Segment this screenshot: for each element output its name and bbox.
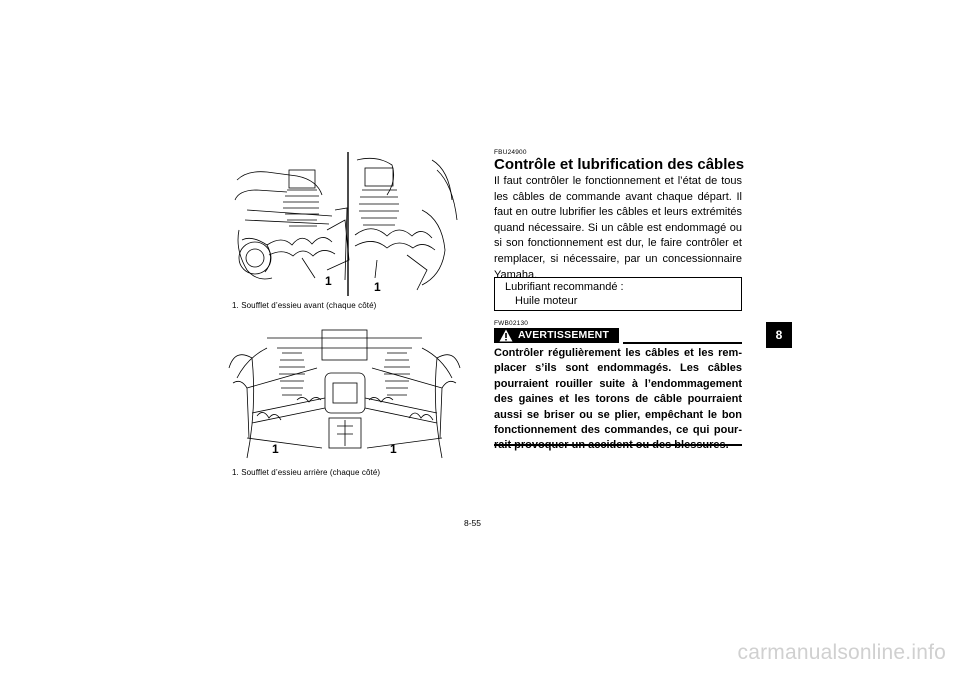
- section-body: Il faut contrôler le fonctionnement et l’état de tous les câbles de commande avant chaque départ. Il faut en outre lubrifier les câbles et leurs extrémités quand nécessaire. Si un câble est endommagé ou si son fonctionnement est dur, le faire contrôler et remplacer, si nécessaire, par un concessionnaire Yamaha.: [494, 175, 742, 281]
- page-number: 8-55: [464, 518, 482, 528]
- front-axle-boot-illustration: [227, 150, 462, 298]
- chapter-tab: 8: [766, 322, 792, 348]
- rear-callout-left: 1: [272, 442, 279, 456]
- rear-callout-right: 1: [390, 442, 397, 456]
- front-figure-caption: 1. Soufflet d’essieu avant (chaque côté): [232, 301, 377, 310]
- warning-text: Contrôler régulièrement les câbles et les rem-placer s’ils sont endommagés. Les câbles pourraient rouiller suite à l’endommagement des gaines et les torons de câble pourraient aussi se briser ou se plier, empêchant le bon fonctionnement des commandes, ce qui pour-: [494, 347, 742, 437]
- warning-code: FWB02130: [494, 320, 529, 327]
- section-code: FBU24900: [494, 149, 527, 156]
- warning-end-rule: [494, 444, 742, 446]
- rear-axle-boot-illustration: [227, 328, 462, 464]
- front-callout-left: 1: [325, 274, 332, 288]
- warning-triangle-icon: [499, 329, 513, 342]
- warning-header-rule: [623, 342, 742, 344]
- rear-axle-drawing: [227, 328, 462, 464]
- rear-figure-caption: 1. Soufflet d’essieu arrière (chaque côté): [232, 468, 381, 477]
- spec-label: Lubrifiant recommandé :: [505, 281, 624, 293]
- spec-value: Huile moteur: [515, 295, 578, 307]
- front-axle-drawing: [227, 150, 462, 298]
- lubricant-spec-box: [494, 277, 742, 311]
- warning-badge: [494, 328, 619, 343]
- watermark: carmanualsonline.info: [737, 641, 946, 664]
- section-title: Contrôle et lubrification des câbles: [494, 156, 745, 173]
- front-callout-right: 1: [374, 280, 381, 294]
- warning-label: AVERTISSEMENT: [518, 329, 610, 341]
